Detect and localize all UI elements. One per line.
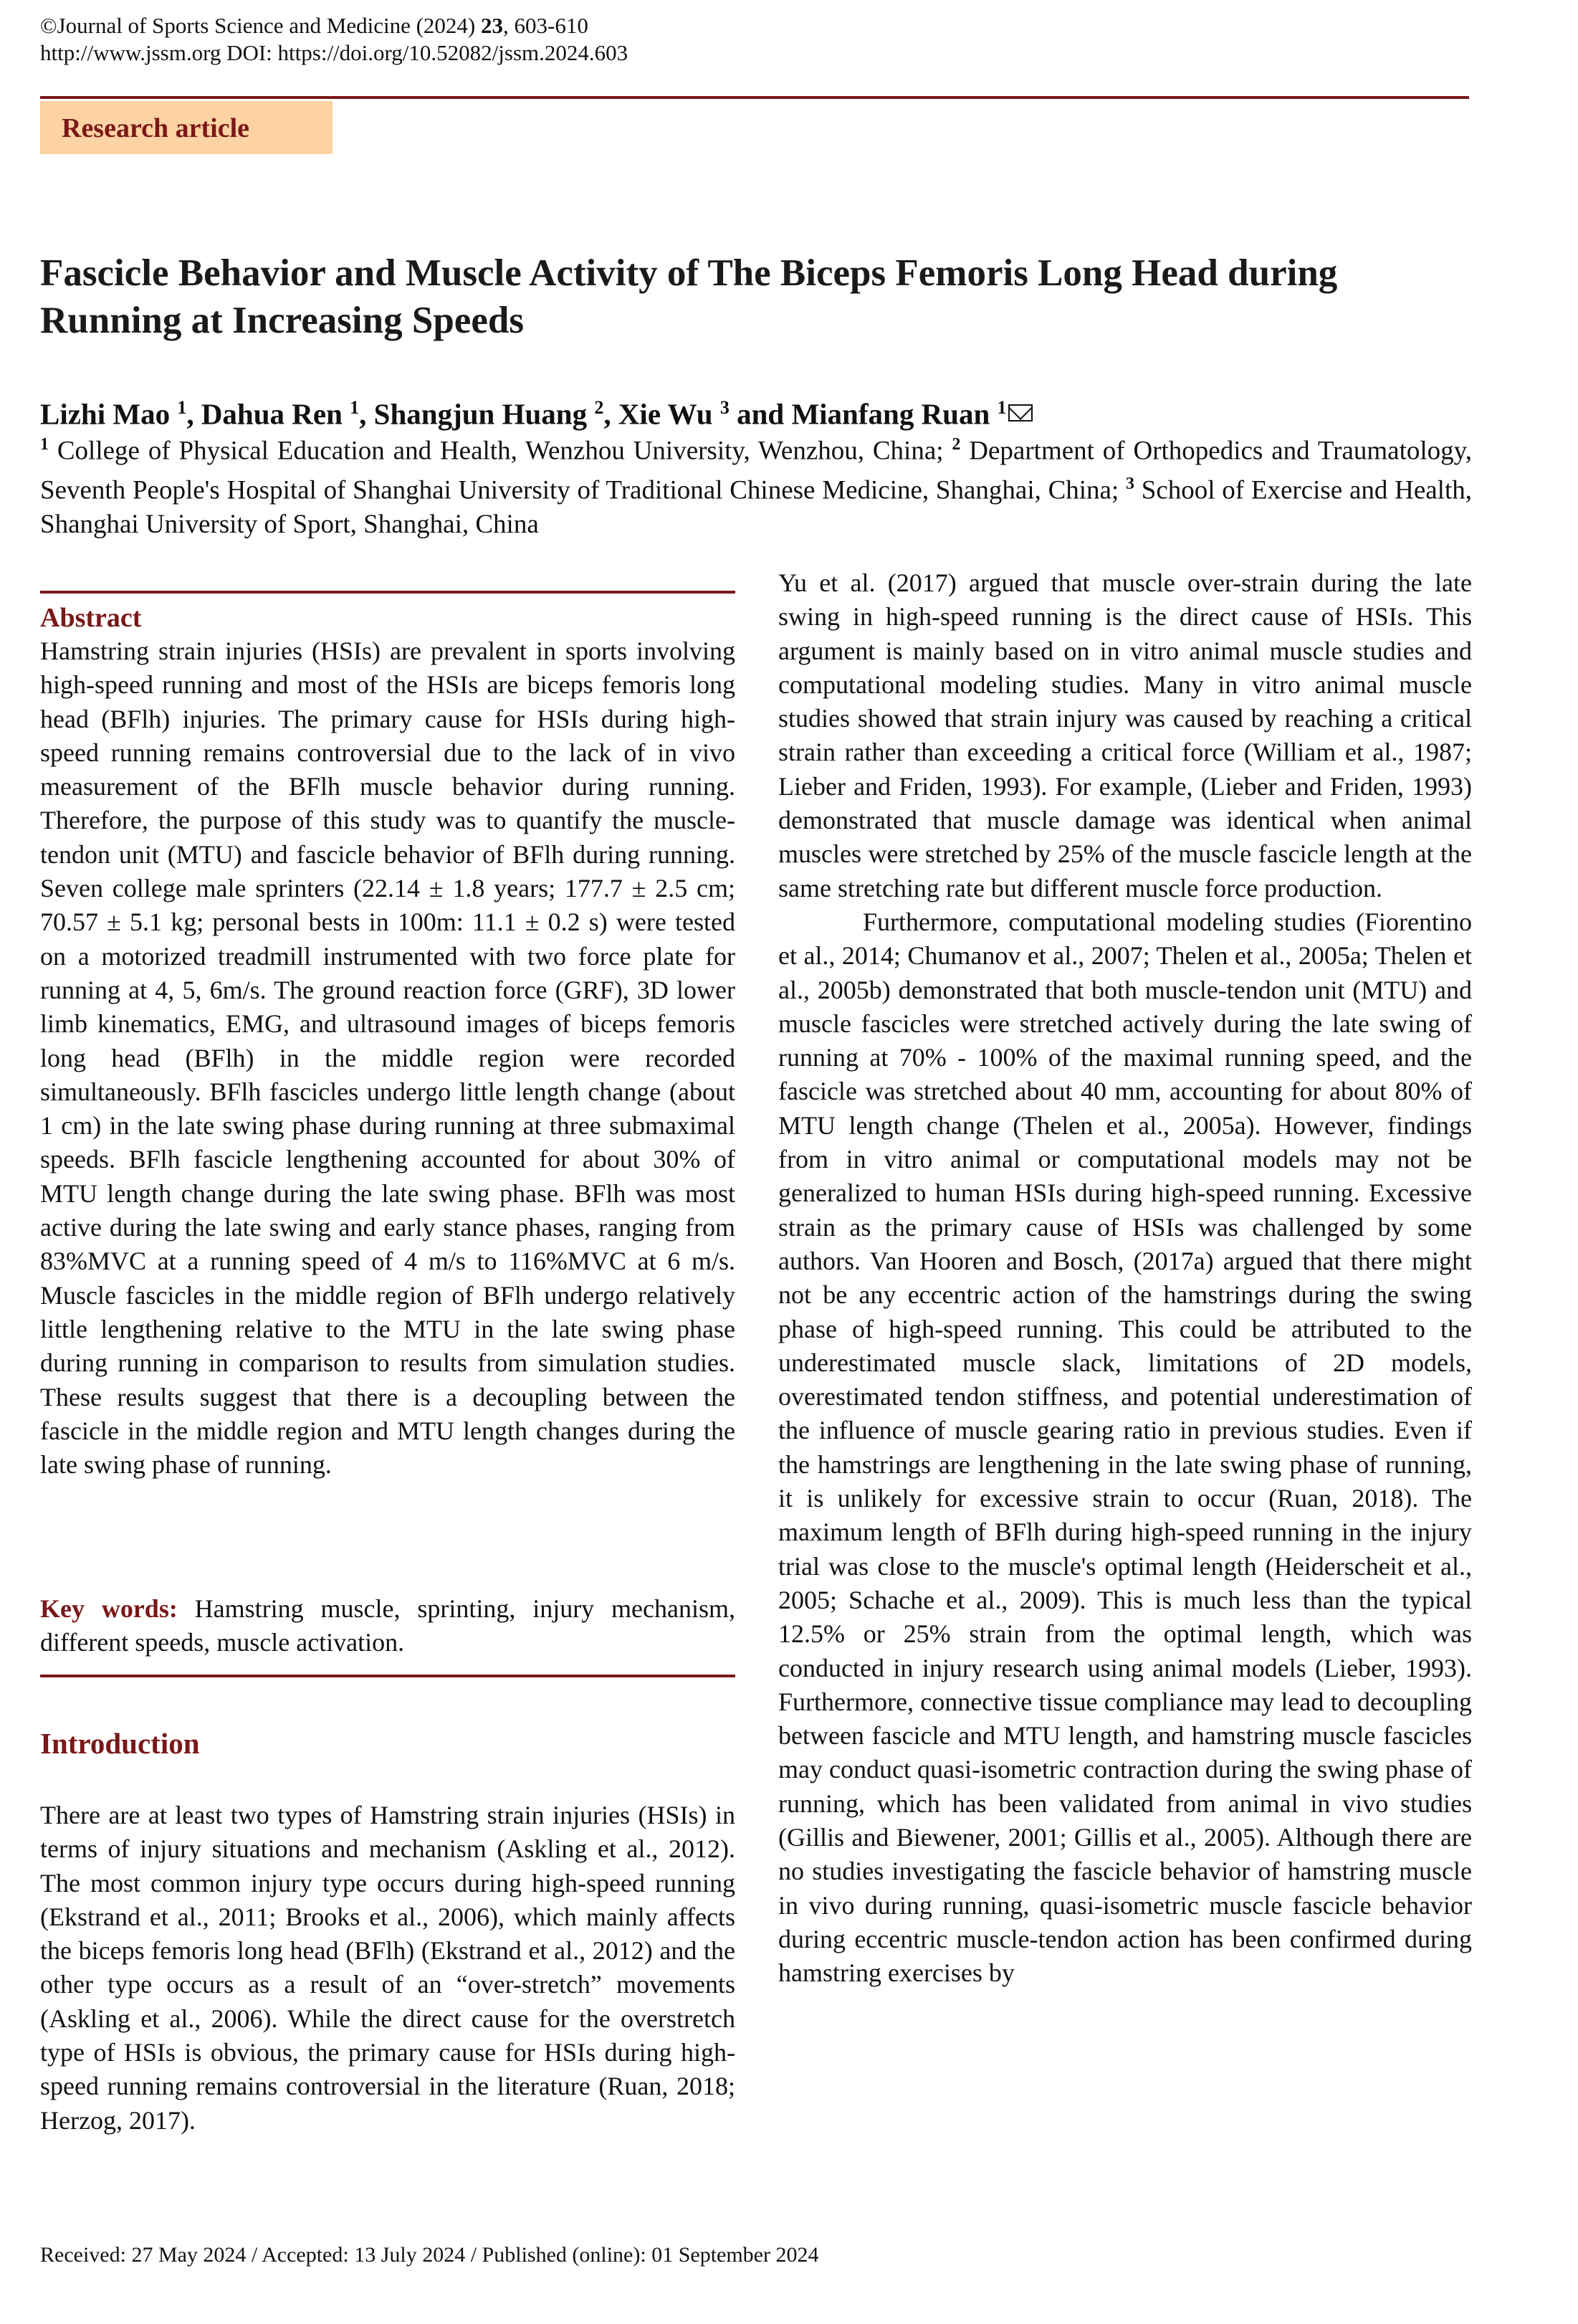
right-column-body <box>778 566 1472 1990</box>
keywords-text: Hamstring muscle, sprinting, injury mechanism, different speeds, muscle activation. <box>40 1594 735 1657</box>
affil-text: College of Physical Education and Health, Wenzhou University, Wenzhou, China; <box>49 436 952 466</box>
author-affil-sup: 1 <box>177 397 187 418</box>
author-list <box>40 389 1473 433</box>
author-name: Dahua Ren <box>201 397 350 431</box>
journal-citation-prefix: ©Journal of Sports Science and Medicine (2024) <box>40 13 481 38</box>
article-type-badge <box>40 101 333 154</box>
introduction-body <box>40 1799 735 2138</box>
introduction-paragraph: There are at least two types of Hamstring strain injuries (HSIs) in terms of injury situations and mechanism (Askling et al., 2012). The most common injury type occurs during high-speed running (Ekstrand et al., 2011; Brooks et al., 2006), which mainly affects the biceps femoris long head (BFlh) (Ekstrand et al., 2012) and the other type occurs as a result of an “over-stretch” movements (Askling et al., 2006). While the direct cause for the overstretch type of HSIs is obvious, the primary cause for HSIs during high-speed running remains controversial in the literature (Ruan, 2018; Herzog, 2017). <box>40 1801 735 2135</box>
article-type-label: Research article <box>62 113 250 143</box>
author-name: Lizhi Mao <box>40 397 178 431</box>
received-dates: Received: 27 May 2024 / Accepted: 13 July 2024 / Published (online): 01 September 2024 <box>40 2243 819 2267</box>
affil-text: School of Exercise and Health, Shanghai University of Sport, Shanghai, China <box>40 475 1472 539</box>
keywords-label: Key words: <box>40 1594 178 1623</box>
author-affil-sup: 1 <box>997 397 1007 418</box>
introduction-heading: Introduction <box>40 1727 200 1760</box>
body-paragraph: Yu et al. (2017) argued that muscle over-strain during the late swing in high-speed running is the direct cause of HSIs. This argument is mainly based on in vitro animal muscle studies and computational modeling studies. Many in vitro animal muscle studies showed that strain injury was caused by reaching a critical strain rather than exceeding a critical force (William et al., 1987; Lieber and Friden, 1993). For example, (Lieber and Friden, 1993) demonstrated that muscle damage was identical when animal muscles were stretched by 25% of the muscle fascicle length at the same stretching rate but different muscle force production. <box>778 568 1472 903</box>
journal-pages: , 603-610 <box>503 13 588 38</box>
journal-volume: 23 <box>481 13 503 38</box>
author-separator: and <box>729 397 792 431</box>
author-affil-sup: 3 <box>719 397 730 418</box>
paper-title: Fascicle Behavior and Muscle Activity of The Biceps Femoris Long Head during Running at Increasing Speeds <box>40 252 1338 341</box>
journal-doi-line[interactable]: http://www.jssm.org DOI: https://doi.org/10.52082/jssm.2024.603 <box>40 40 628 65</box>
author-name: Mianfang Ruan <box>791 397 998 431</box>
body-paragraph: Furthermore, computational modeling studies (Fiorentino et al., 2014; Chumanov et al., 2007; Thelen et al., 2005a; Thelen et al., 2005b) demonstrated that both muscle-tendon unit (MTU) and muscle fascicles were stretched actively during the late swing of running at 70% - 100% of the maximal running speed, and the fascicle was stretched about 40 mm, accounting for about 80% of MTU length change (Thelen et al., 2005a). However, findings from in vitro animal or computational models may not be generalized to human HSIs during high-speed running. Excessive strain as the primary cause of HSIs was challenged by some authors. Van Hooren and Bosch, (2017a) argued that there might not be any eccentric action of the hamstrings during the swing phase of high-speed running. This could be attributed to the underestimated muscle slack, limitations of 2D models, overestimated tendon stiffness, and potential underestimation of the influence of muscle gearing ratio in previous studies. Even if the hamstrings are lengthening in the late swing phase of running, it is unlikely for excessive strain to occur (Ruan, 2018). The maximum length of BFlh during high-speed running in the injury trial was close to the muscle's optimal length (Heiderscheit et al., 2005; Schache et al., 2009). This is much less than the typical 12.5% or 25% strain from the optimal length, which was conducted in injury research using animal models (Lieber, 1993). Furthermore, connective tissue compliance may lead to decoupling between fascicle and MTU length, and hamstring muscle fascicles may conduct quasi-isometric contraction during the swing phase of running, which has been validated from animal in vivo studies (Gillis and Biewener, 2001; Gillis et al., 2005). Although there are no studies investigating the fascicle behavior of hamstring muscle in vivo during running, quasi-isometric muscle fascicle behavior during eccentric muscle-tendon action has been confirmed during hamstring exercises by <box>778 907 1472 1988</box>
author-separator: , <box>603 397 618 431</box>
author-separator: , <box>186 397 201 431</box>
affil-text: Department of Orthopedics and Traumatology, Seventh People's Hospital of Shanghai University of Traditional Chinese Medicine, Shanghai, China; <box>40 436 1472 505</box>
author-name: Xie Wu <box>618 397 720 431</box>
author-affil-sup: 2 <box>594 397 604 418</box>
abstract-bottom-divider <box>40 1675 735 1677</box>
abstract-body <box>40 634 735 1482</box>
header-divider <box>40 96 1469 99</box>
abstract-heading: Abstract <box>40 603 142 633</box>
affil-sup: 1 <box>40 435 49 454</box>
envelope-icon[interactable] <box>1008 404 1033 422</box>
journal-citation <box>40 11 588 40</box>
author-affil-sup: 1 <box>350 397 360 418</box>
abstract-top-divider <box>40 591 735 594</box>
affil-sup: 2 <box>952 435 961 454</box>
keywords <box>40 1592 735 1660</box>
affil-sup: 3 <box>1126 475 1135 494</box>
author-separator: , <box>359 397 374 431</box>
author-name: Shangjun Huang <box>373 397 595 431</box>
abstract-text: Hamstring strain injuries (HSIs) are prevalent in sports involving high-speed running and most of the HSIs are biceps femoris long head (BFlh) injuries. The primary cause for HSIs during high-speed running remains controversial due to the lack of in vivo measurement of the BFlh muscle behavior during running. Therefore, the purpose of this study was to quantify the muscle-tendon unit (MTU) and fascicle behavior of BFlh during running. Seven college male sprinters (22.14 ± 1.8 years; 177.7 ± 2.5 cm; 70.57 ± 5.1 kg; personal bests in 100m: 11.1 ± 0.2 s) were tested on a motorized treadmill instrumented with two force plate for running at 4, 5, 6m/s. The ground reaction force (GRF), 3D lower limb kinematics, EMG, and ultrasound images of biceps femoris long head (BFlh) in the middle region were recorded simultaneously. BFlh fascicles undergo little length change (about 1 cm) in the late swing phase during running at three submaximal speeds. BFlh fascicle lengthening accounted for about 30% of MTU length change during the late swing phase. BFlh was most active during the late swing and early stance phases, ranging from 83%MVC at a running speed of 4 m/s to 116%MVC at 6 m/s. Muscle fascicles in the middle region of BFlh undergo relatively little lengthening relative to the MTU in the late swing phase during running in comparison to results from simulation studies. These results suggest that there is a decoupling between the fascicle in the middle region and MTU length changes during the late swing phase of running. <box>40 637 735 1480</box>
affiliations <box>40 428 1472 541</box>
